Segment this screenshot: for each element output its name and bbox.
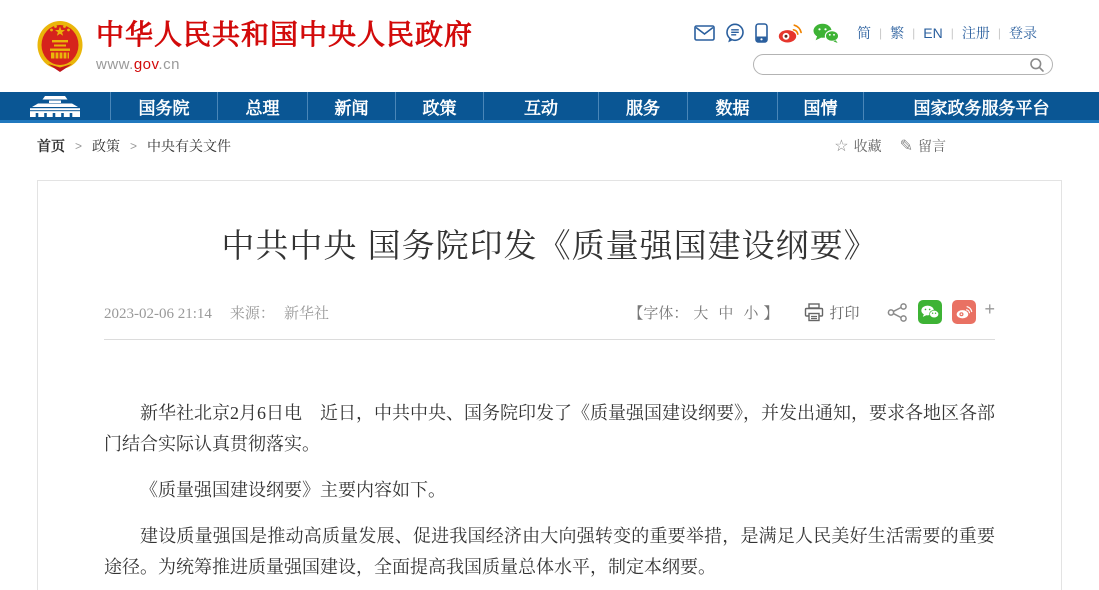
meta-divider	[104, 339, 995, 340]
lang-link-english[interactable]: EN	[923, 25, 943, 41]
search-input[interactable]	[766, 56, 1029, 73]
search-button[interactable]	[1029, 57, 1045, 73]
nav-item-state-council[interactable]: 国务院	[110, 92, 217, 120]
article-title: 中共中央 国务院印发《质量强国建设纲要》	[221, 227, 878, 264]
article-date: 2023-02-06 21:14	[104, 305, 212, 322]
wechat-icon[interactable]	[813, 23, 839, 43]
search-box	[753, 54, 1053, 75]
favorite-label: 收藏	[853, 138, 882, 154]
article-tools	[628, 300, 995, 324]
share-button[interactable]	[887, 303, 908, 322]
font-size-small-button[interactable]: 小	[743, 304, 759, 322]
article-source[interactable]: 新华社	[283, 305, 329, 322]
article-source-label: 来源：	[229, 305, 275, 322]
language-links: 简 | 繁 | EN | 注册 | 登录	[857, 25, 1037, 41]
font-size-large-button[interactable]: 大	[693, 304, 709, 322]
mobile-icon[interactable]	[755, 23, 768, 43]
pencil-icon: ✎	[899, 138, 913, 155]
nav-item-policies[interactable]: 政策	[395, 92, 483, 120]
tiananmen-icon	[24, 95, 86, 117]
article-body	[104, 398, 995, 583]
register-link[interactable]: 注册	[961, 25, 990, 41]
nav-item-interaction[interactable]: 互动	[483, 92, 598, 120]
main-nav	[0, 92, 1099, 123]
nav-item-data[interactable]: 数据	[687, 92, 777, 120]
message-button[interactable]	[900, 136, 946, 156]
nav-item-news[interactable]: 新闻	[307, 92, 395, 120]
wechat-share-button[interactable]	[918, 300, 942, 324]
message-label: 留言	[918, 138, 946, 154]
share-group	[887, 300, 995, 324]
comment-icon[interactable]	[725, 23, 745, 43]
lang-link-traditional[interactable]: 繁	[890, 25, 905, 41]
weibo-share-icon	[956, 305, 973, 319]
share-icon	[887, 303, 908, 322]
star-icon: ☆	[834, 138, 849, 155]
font-size-bracket-close: 】	[763, 304, 779, 322]
weibo-share-button[interactable]	[952, 300, 976, 324]
site-logo-link[interactable]	[37, 0, 473, 92]
article-meta	[104, 302, 329, 323]
printer-icon	[804, 303, 824, 322]
breadcrumb-separator: >	[130, 139, 138, 153]
mail-icon[interactable]	[694, 25, 715, 41]
lang-link-simplified[interactable]: 简	[857, 25, 872, 41]
login-link[interactable]: 登录	[1009, 25, 1037, 41]
site-header	[0, 0, 1099, 92]
wechat-share-icon	[921, 305, 939, 319]
site-name: 中华人民共和国中央人民政府	[96, 19, 474, 51]
header-utilities	[694, 0, 1062, 92]
breadcrumb-item-current: 中央有关文件	[147, 138, 232, 154]
breadcrumb-item-home[interactable]: 首页	[37, 138, 65, 154]
nav-item-services[interactable]: 服务	[598, 92, 687, 120]
font-size-medium-button[interactable]: 中	[718, 304, 734, 322]
article-paragraph: 建设质量强国是推动高质量发展、促进我国经济由大向强转变的重要举措，是满足人民美好生活需要的重要途径。为统筹推进质量强国建设，全面提高我国质量总体水平，制定本纲要。	[104, 526, 995, 577]
article-meta-row	[104, 299, 995, 325]
article-paragraph: 新华社北京2月6日电 近日，中共中央、国务院印发了《质量强国建设纲要》，并发出通知，要求各地区各部门结合实际认真贯彻落实。	[104, 403, 995, 454]
breadcrumb-item-policies[interactable]: 政策	[92, 138, 121, 154]
site-title-block	[96, 19, 473, 72]
nav-item-premier[interactable]: 总理	[217, 92, 307, 120]
nav-item-national-conditions[interactable]: 国情	[777, 92, 863, 120]
national-emblem-icon	[37, 20, 83, 72]
breadcrumb-separator: >	[75, 139, 83, 153]
print-button[interactable]	[804, 302, 859, 323]
page-actions	[816, 136, 946, 156]
site-url: www.gov.cn	[96, 55, 180, 73]
breadcrumb	[37, 136, 231, 156]
breadcrumb-row	[37, 123, 1062, 156]
nav-item-home[interactable]	[0, 92, 110, 120]
more-share-button[interactable]: +	[984, 299, 995, 319]
article-card	[37, 180, 1062, 590]
font-size-controls	[628, 302, 778, 323]
print-label: 打印	[829, 304, 860, 322]
nav-item-gov-service-platform[interactable]: 国家政务服务平台	[863, 92, 1099, 120]
favorite-button[interactable]	[834, 136, 881, 156]
weibo-icon[interactable]	[778, 23, 803, 43]
search-icon	[1029, 57, 1045, 73]
font-size-bracket-open: 【字体：	[628, 304, 689, 322]
article-paragraph: 《质量强国建设纲要》主要内容如下。	[140, 480, 446, 500]
